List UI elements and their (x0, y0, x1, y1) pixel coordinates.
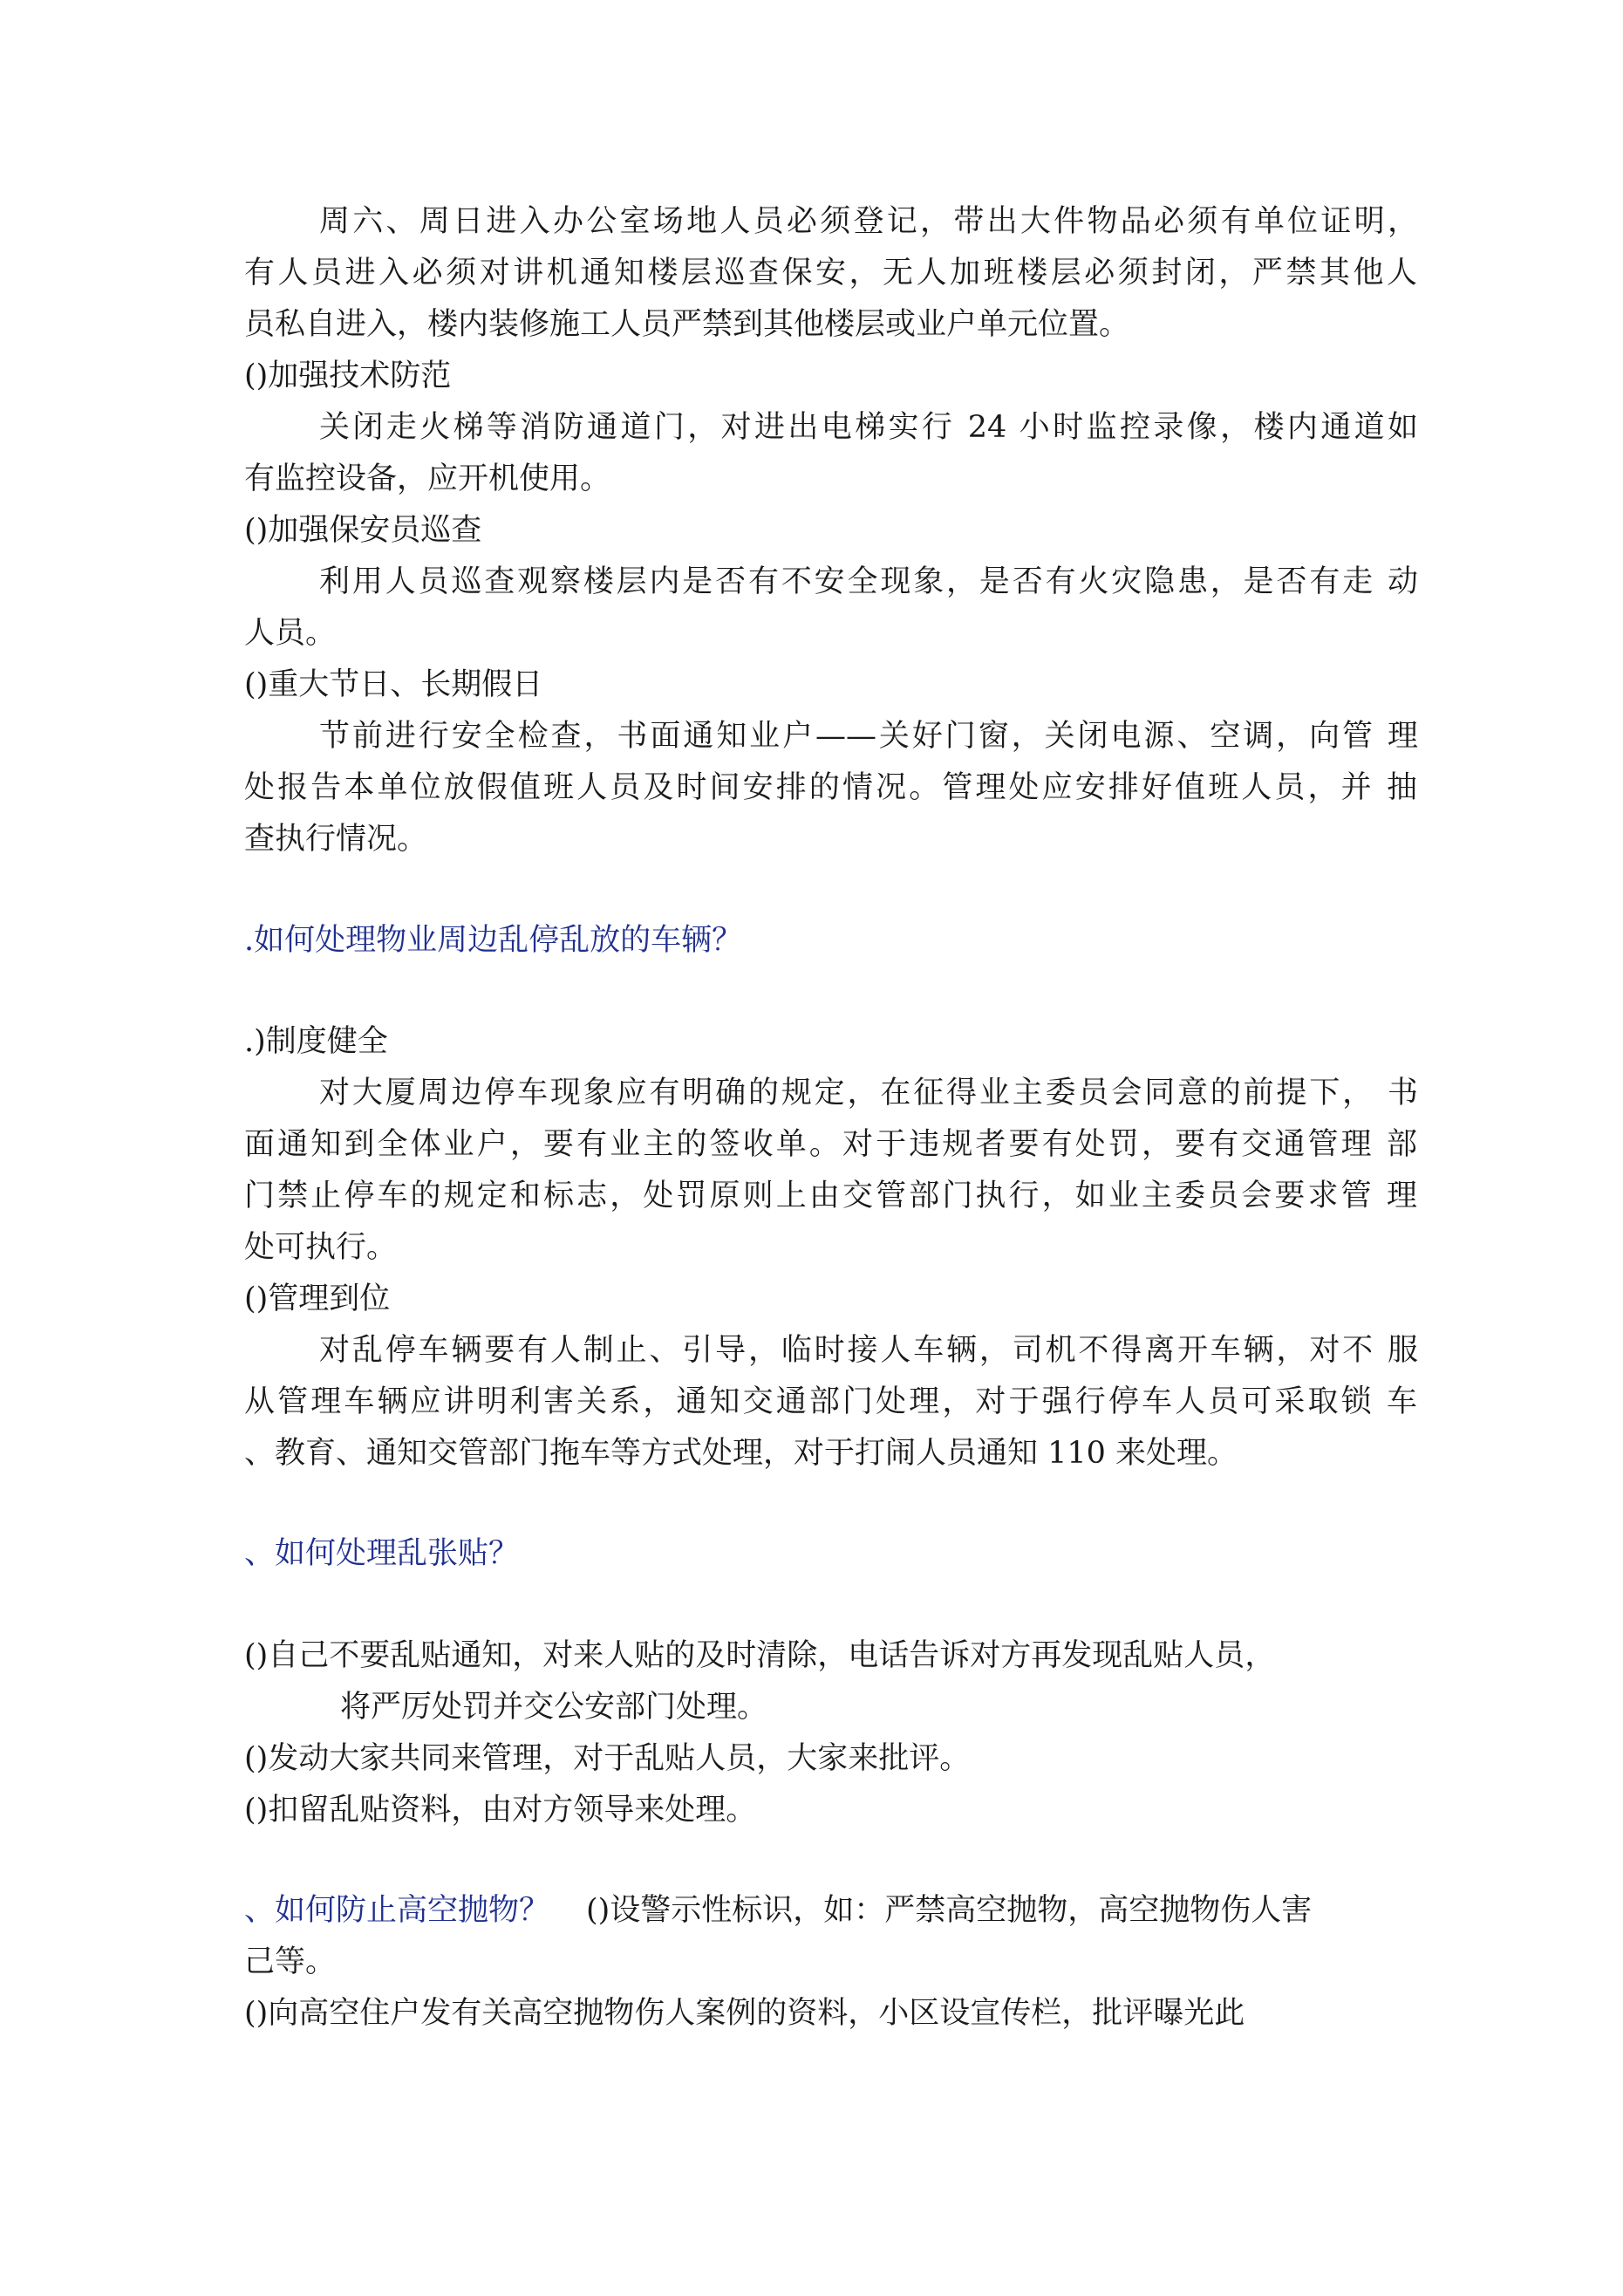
paragraph-line: 对大厦周边停车现象应有明确的规定，在征得业主委员会同意的前提下， 书 (319, 1076, 1418, 1110)
paragraph-line: 从管理车辆应讲明利害关系，通知交通部门处理，对于强行停车人员可采取锁 车 (244, 1384, 1417, 1419)
paragraph-line: 有人员进入必须对讲机通知楼层巡查保安，无人加班楼层必须封闭，严禁其他人 (244, 256, 1417, 290)
paragraph-line: 处报告本单位放假值班人员及时间安排的情况。管理处应安排好值班人员，并 抽 (244, 770, 1417, 805)
paragraph-line: 对乱停车辆要有人制止、引导，临时接人车辆，司机不得离开车辆，对不 服 (319, 1333, 1418, 1368)
list-item: ()扣留乱贴资料，由对方领导来处理。 (244, 1793, 757, 1828)
list-item: ()自己不要乱贴通知，对来人贴的及时清除，电话告诉对方再发现乱贴人员， (244, 1638, 1276, 1673)
section-heading: .)制度健全 (244, 1024, 388, 1059)
section-heading: ()管理到位 (244, 1281, 391, 1316)
list-item: ()发动大家共同来管理，对于乱贴人员，大家来批评。 (244, 1741, 971, 1776)
list-item: ()向高空住户发有关高空抛物伤人案例的资料，小区设宣传栏，批评曝光此 (244, 1996, 1245, 2031)
paragraph-line: 处可执行。 (244, 1230, 398, 1265)
paragraph-line: 周六、周日进入办公室场地人员必须登记，带出大件物品必须有单位证明， (319, 204, 1418, 239)
question-heading: 、如何处理乱张贴？ (244, 1536, 520, 1571)
paragraph-line: 关闭走火梯等消防通道门，对进出电梯实行 24 小时监控录像，楼内通道如 (319, 410, 1418, 445)
section-heading: ()加强保安员巡查 (244, 513, 482, 548)
section-heading: ()加强技术防范 (244, 359, 452, 393)
paragraph-line: 己等。 (244, 1944, 337, 1979)
question-heading: 、如何防止高空抛物？ (244, 1893, 550, 1928)
paragraph-line: 门禁止停车的规定和标志，处罚原则上由交管部门执行，如业主委员会要求管 理 (244, 1179, 1417, 1213)
list-item: ()设警示性标识，如：严禁高空抛物，高空抛物伤人害 (586, 1893, 1313, 1928)
question-heading: .如何处理物业周边乱停乱放的车辆？ (244, 923, 743, 958)
paragraph-line: 有监控设备，应开机使用。 (244, 461, 611, 496)
paragraph-line: 利用人员巡查观察楼层内是否有不安全现象，是否有火灾隐患，是否有走 动 (319, 564, 1418, 599)
paragraph-line: 、教育、通知交管部门拖车等方式处理，对于打闹人员通知 110 来处理。 (244, 1436, 1238, 1471)
paragraph-line: 面通知到全体业户，要有业主的签收单。对于违规者要有处罚，要有交通管理 部 (244, 1127, 1417, 1162)
section-heading: ()重大节日、长期假日 (244, 667, 543, 702)
paragraph-line: 查执行情况。 (244, 822, 428, 857)
paragraph-line: 人员。 (244, 616, 337, 651)
paragraph-line: 节前进行安全检查，书面通知业户——关好门窗，关闭电源、空调，向管 理 (319, 719, 1418, 754)
list-item-continuation: 将严厉处罚并交公安部门处理。 (340, 1690, 768, 1725)
paragraph-line: 员私自进入，楼内装修施工人员严禁到其他楼层或业户单元位置。 (244, 307, 1130, 342)
